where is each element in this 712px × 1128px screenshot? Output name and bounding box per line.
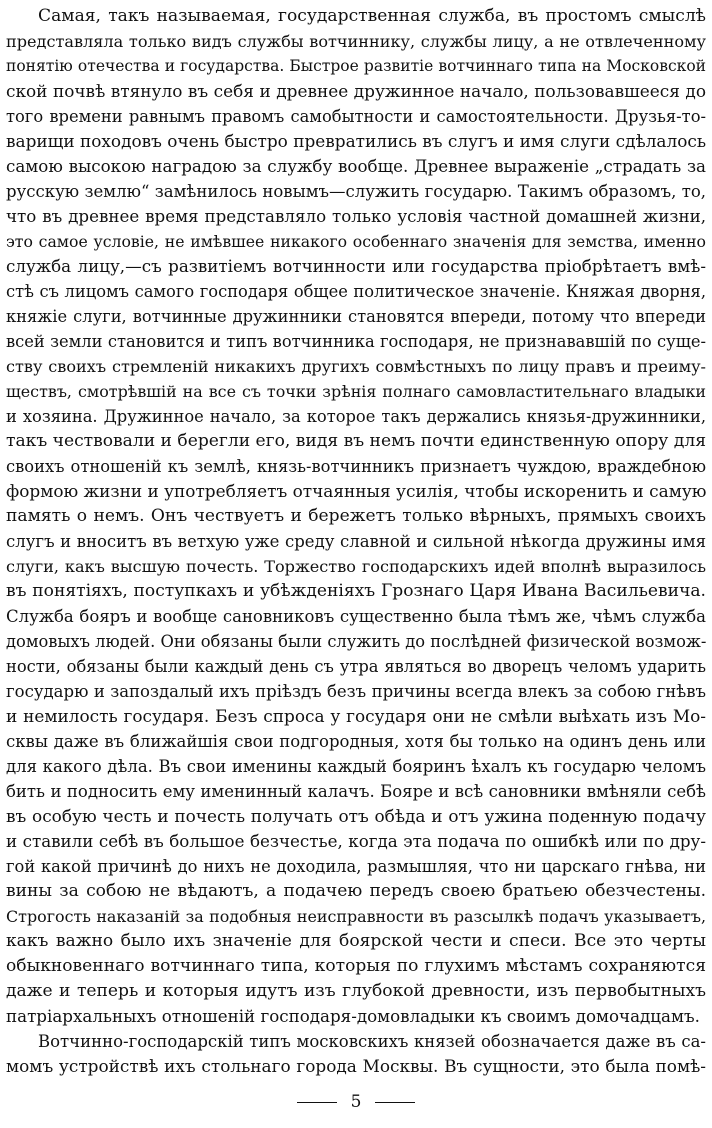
footer-rule-left — [297, 1102, 337, 1103]
footer-rule-right — [375, 1102, 415, 1103]
text-line: варищи походовъ очень быстро превратились въ слугъ и имя слуги сдѣлалось — [6, 131, 706, 151]
text-line: даже и теперь и которыя идутъ изъ глубокой древности, изъ первобытныхъ — [6, 981, 706, 1001]
text-line: память о немъ. Онъ чествуетъ и бережетъ только вѣрныхъ, прямыхъ своихъ — [6, 506, 706, 526]
text-line: сквы даже въ ближайшія свои подгородныя, хотя бы только на одинъ день или — [6, 732, 706, 751]
text-line: Служба бояръ и вообще сановниковъ существенно была тѣмъ же, чѣмъ служба — [6, 607, 706, 626]
text-line: въ понятіяхъ, поступкахъ и убѣжденіяхъ Грознаго Царя Ивана Васильевича. — [6, 581, 706, 601]
text-line: русскую землю“ замѣнилось новымъ—служить государю. Такимъ образомъ, то, — [6, 182, 706, 201]
text-line: своихъ отношеній къ землѣ, князь-вотчинникъ признаетъ чуждою, враждебною — [6, 457, 706, 476]
text-line: слугъ и вноситъ въ ветхую уже среду славной и сильной нѣкогда дружины имя — [6, 532, 706, 551]
text-line: понятію отечества и государства. Быстрое развитіе вотчиннаго типа на Московской — [6, 57, 706, 75]
text-line: служба лицу,—съ развитіемъ вотчинности или государства пріобрѣтаетъ вмѣ- — [6, 256, 706, 276]
text-line: представляла только видъ службы вотчиннику, службы лицу, а не отвлеченному — [6, 32, 706, 51]
body-text — [6, 4, 706, 1079]
text-line: какъ важно было ихъ значеніе для боярской чести и спеси. Все это черты — [6, 931, 706, 951]
text-line: ности, обязаны были каждый день съ утра являться во дворецъ челомъ ударить — [6, 657, 706, 676]
text-line: для какого дѣла. Въ свои именины каждый бояринъ ѣхалъ къ государю челомъ — [6, 757, 706, 776]
text-line: и немилость государя. Безъ спроса у государя они не смѣли выѣхать изъ Мо- — [6, 706, 706, 726]
text-line: патріархальныхъ отношеній господаря-домовладыки къ своимъ домочадцамъ. — [6, 1006, 700, 1026]
text-line: что въ древнее время представляло только условія частной домашней жизни, — [6, 206, 706, 226]
text-line: и хозяина. Дружинное начало, за которое такъ держались князья-дружинники, — [6, 407, 706, 426]
text-line: ществъ, смотрѣвшій на все съ точки зрѣнія полнаго самовластительнаго владыки — [6, 382, 706, 401]
text-line: это самое условіе, не имѣвшее никакого особеннаго значенія для земства, именно — [6, 232, 706, 251]
text-line: бить и подносить ему именинный калачъ. Бояре и всѣ сановники вмѣняли себѣ — [6, 782, 706, 801]
text-line: самою высокою наградою за службу вообще. Древнее выраженіе „страдать за — [6, 156, 706, 176]
text-line: гой какой причинѣ до нихъ не доходила, размышляя, что ни царскаго гнѣва, ни — [6, 857, 706, 876]
text-line: Строгость наказаній за подобныя неисправности въ разсылкѣ подачъ указываетъ, — [6, 907, 706, 926]
text-line: того времени равнымъ правомъ самобытности и самостоятельности. Друзья-то- — [6, 107, 706, 126]
text-line: государю и запоздалый ихъ пріѣздъ безъ причины всегда влекъ за собою гнѣвъ — [6, 682, 706, 701]
text-line: момъ устройствѣ ихъ стольнаго города Москвы. Въ сущности, это была помѣ- — [6, 1056, 706, 1076]
text-line: домовыхъ людей. Они обязаны были служить до послѣдней физической возмож- — [6, 632, 706, 651]
text-line: въ особую честь и почесть получать отъ обѣда и отъ ужина поденную подачу — [6, 806, 706, 826]
text-line: Вотчинно-господарскій типъ московскихъ князей обозначается даже въ са- — [38, 1032, 706, 1051]
text-line: стѣ съ лицомъ самого господаря общее политическое значеніе. Княжая дворня, — [6, 282, 706, 301]
text-line: всей земли становится и типъ вотчинника господаря, не признававшій по суще- — [6, 332, 706, 351]
text-line: формою жизни и употребляетъ отчаянныя усилія, чтобы искоренить и самую — [6, 481, 706, 501]
text-line: обыкновеннаго вотчиннаго типа, которыя по глухимъ мѣстамъ сохраняются — [6, 956, 706, 976]
text-line: ству своихъ стремленій никакихъ другихъ совмѣстныхъ по лицу правъ и преиму- — [6, 357, 706, 376]
text-line: Самая, такъ называемая, государственная служба, въ простомъ смыслѣ — [38, 6, 706, 26]
text-line: такъ чествовали и берегли его, видя въ немъ почти единственную опору для — [6, 431, 706, 451]
text-line: слуги, какъ высшую почесть. Торжество господарскихъ идей вполнѣ выразилось — [6, 557, 706, 576]
text-line: ской почвѣ втянуло въ себя и древнее дружинное начало, пользовавшееся до — [6, 81, 706, 101]
text-line: вины за собою не вѣдаютъ, а подачею передъ своею братьею обезчестены. — [6, 881, 706, 901]
page-number: 5 — [350, 1092, 362, 1112]
text-line: и ставили себѣ въ большое безчестье, когда эта подача по ошибкѣ или по дру- — [6, 831, 706, 851]
page-footer — [0, 1090, 712, 1114]
text-line: княжіе слуги, вотчинные дружинники становятся впереди, потому что впереди — [6, 307, 706, 326]
